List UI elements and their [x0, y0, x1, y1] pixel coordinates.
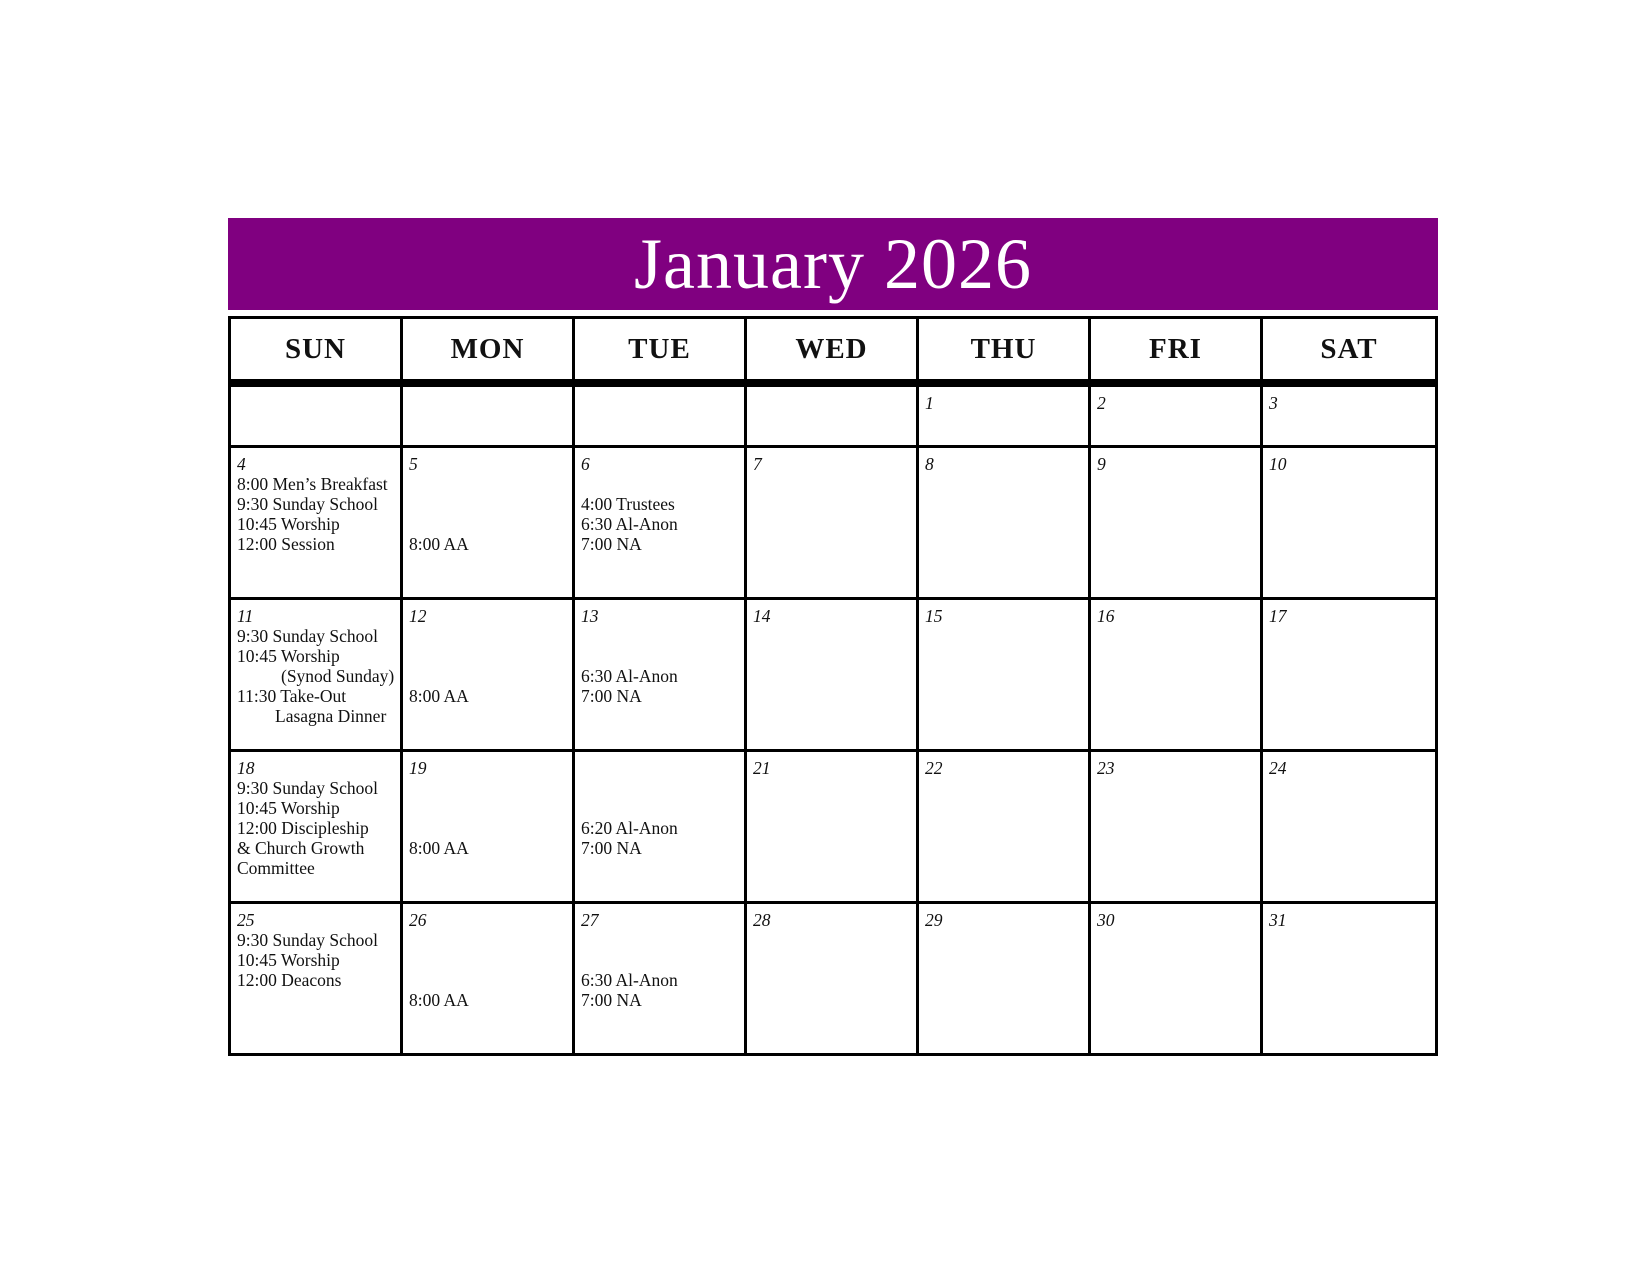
day-cell[interactable] [1091, 387, 1263, 445]
event-line: Lasagna Dinner [275, 706, 387, 726]
event-line: 8:00 AA [409, 990, 469, 1010]
event-line: 7:00 NA [581, 534, 642, 554]
calendar-title: January 2026 [228, 218, 1438, 310]
day-cell[interactable] [403, 749, 575, 901]
event-line: 9:30 Sunday School [237, 494, 378, 514]
date-number: 23 [1097, 758, 1115, 778]
event-line: 7:00 NA [581, 838, 642, 858]
date-number: 15 [925, 606, 943, 626]
event-line: 10:45 Worship [237, 950, 340, 970]
day-cell[interactable] [1091, 597, 1263, 749]
event-line: 6:30 Al-Anon [581, 514, 678, 534]
day-header-fri: FRI [1091, 319, 1263, 384]
day-cell[interactable] [747, 387, 919, 445]
spacer [409, 970, 566, 990]
day-cell[interactable] [919, 749, 1091, 901]
spacer [409, 514, 566, 534]
day-cell[interactable] [575, 597, 747, 749]
date-number: 6 [581, 454, 590, 474]
day-cell[interactable] [747, 597, 919, 749]
day-cell[interactable] [1091, 749, 1263, 901]
date-number: 16 [1097, 606, 1115, 626]
event-line: 6:30 Al-Anon [581, 970, 678, 990]
event-line: 6:20 Al-Anon [581, 818, 678, 838]
date-number: 30 [1097, 910, 1115, 930]
day-header-wed: WED [747, 319, 919, 384]
spacer [409, 474, 566, 494]
date-number: 31 [1269, 910, 1287, 930]
spacer [581, 930, 738, 950]
day-cell[interactable] [919, 901, 1091, 1053]
day-cell[interactable] [403, 445, 575, 597]
event-line: 8:00 AA [409, 534, 469, 554]
date-number: 4 [237, 454, 246, 474]
event-line: 6:30 Al-Anon [581, 666, 678, 686]
day-cell[interactable] [919, 445, 1091, 597]
date-number: 29 [925, 910, 943, 930]
event-line: 10:45 Worship [237, 798, 340, 818]
day-cell[interactable] [1263, 387, 1435, 445]
spacer [581, 950, 738, 970]
day-cell[interactable] [403, 387, 575, 445]
spacer [409, 494, 566, 514]
event-line: 11:30 Take-Out [237, 686, 347, 706]
day-cell[interactable] [403, 901, 575, 1053]
spacer [409, 950, 566, 970]
date-number: 11 [237, 606, 254, 626]
day-cell[interactable] [1263, 749, 1435, 901]
event-line: 7:00 NA [581, 990, 642, 1010]
date-number: 3 [1269, 393, 1278, 413]
day-cell[interactable] [231, 597, 403, 749]
date-number: 21 [753, 758, 771, 778]
date-number: 24 [1269, 758, 1287, 778]
day-header-mon: MON [403, 319, 575, 384]
date-number: 28 [753, 910, 771, 930]
date-number [237, 393, 394, 413]
date-number: 14 [753, 606, 771, 626]
spacer [409, 778, 566, 798]
date-number: 22 [925, 758, 943, 778]
event-line: 9:30 Sunday School [237, 930, 378, 950]
day-cell[interactable] [575, 749, 747, 901]
date-number: 7 [753, 454, 762, 474]
day-cell[interactable] [919, 597, 1091, 749]
event-line: 9:30 Sunday School [237, 626, 378, 646]
event-line: 12:00 Discipleship [237, 818, 369, 838]
day-cell[interactable] [231, 445, 403, 597]
date-number [753, 393, 910, 413]
event-line: & Church Growth [237, 838, 365, 858]
day-cell[interactable] [747, 749, 919, 901]
spacer [409, 818, 566, 838]
day-header-sat: SAT [1263, 319, 1435, 384]
date-number: 25 [237, 910, 255, 930]
day-cell[interactable] [231, 901, 403, 1053]
date-number: 18 [237, 758, 255, 778]
day-cell[interactable] [403, 597, 575, 749]
spacer [409, 666, 566, 686]
date-number [409, 393, 566, 413]
event-line: Committee [237, 858, 315, 878]
day-cell[interactable] [231, 387, 403, 445]
spacer [409, 798, 566, 818]
day-cell[interactable] [231, 749, 403, 901]
date-number: 2 [1097, 393, 1106, 413]
spacer [581, 474, 738, 494]
day-cell[interactable] [1263, 901, 1435, 1053]
event-line: 7:00 NA [581, 686, 642, 706]
day-cell[interactable] [575, 901, 747, 1053]
event-line: 8:00 Men’s Breakfast [237, 474, 388, 494]
spacer [581, 646, 738, 666]
date-number [581, 393, 738, 413]
event-line: 12:00 Deacons [237, 970, 342, 990]
date-number: 17 [1269, 606, 1287, 626]
event-line: 9:30 Sunday School [237, 778, 378, 798]
event-line: 10:45 Worship [237, 514, 340, 534]
day-cell[interactable] [1091, 445, 1263, 597]
spacer [581, 626, 738, 646]
spacer [581, 798, 738, 818]
date-number: 27 [581, 910, 599, 930]
date-number: 9 [1097, 454, 1106, 474]
event-line: 12:00 Session [237, 534, 335, 554]
calendar-grid [228, 316, 1438, 387]
spacer [409, 626, 566, 646]
calendar [228, 218, 1438, 1056]
event-line: 8:00 AA [409, 838, 469, 858]
date-number: 19 [409, 758, 427, 778]
spacer [409, 930, 566, 950]
date-number: 13 [581, 606, 599, 626]
date-number: 5 [409, 454, 418, 474]
date-number: 10 [1269, 454, 1287, 474]
spacer [409, 646, 566, 666]
event-line: 8:00 AA [409, 686, 469, 706]
date-number: 1 [925, 393, 934, 413]
calendar-weeks [228, 387, 1438, 1056]
date-number: 8 [925, 454, 934, 474]
day-cell[interactable] [575, 445, 747, 597]
date-number: 12 [409, 606, 427, 626]
day-cell[interactable] [575, 387, 747, 445]
date-number [581, 758, 738, 778]
day-cell[interactable] [919, 387, 1091, 445]
day-cell[interactable] [747, 445, 919, 597]
day-header-thu: THU [919, 319, 1091, 384]
day-cell[interactable] [1263, 445, 1435, 597]
spacer [581, 778, 738, 798]
day-header-tue: TUE [575, 319, 747, 384]
event-line: 4:00 Trustees [581, 494, 675, 514]
day-cell[interactable] [1263, 597, 1435, 749]
day-cell[interactable] [747, 901, 919, 1053]
event-line: (Synod Sunday) [281, 666, 395, 686]
day-cell[interactable] [1091, 901, 1263, 1053]
event-line: 10:45 Worship [237, 646, 340, 666]
day-header-sun: SUN [231, 319, 403, 384]
date-number: 26 [409, 910, 427, 930]
